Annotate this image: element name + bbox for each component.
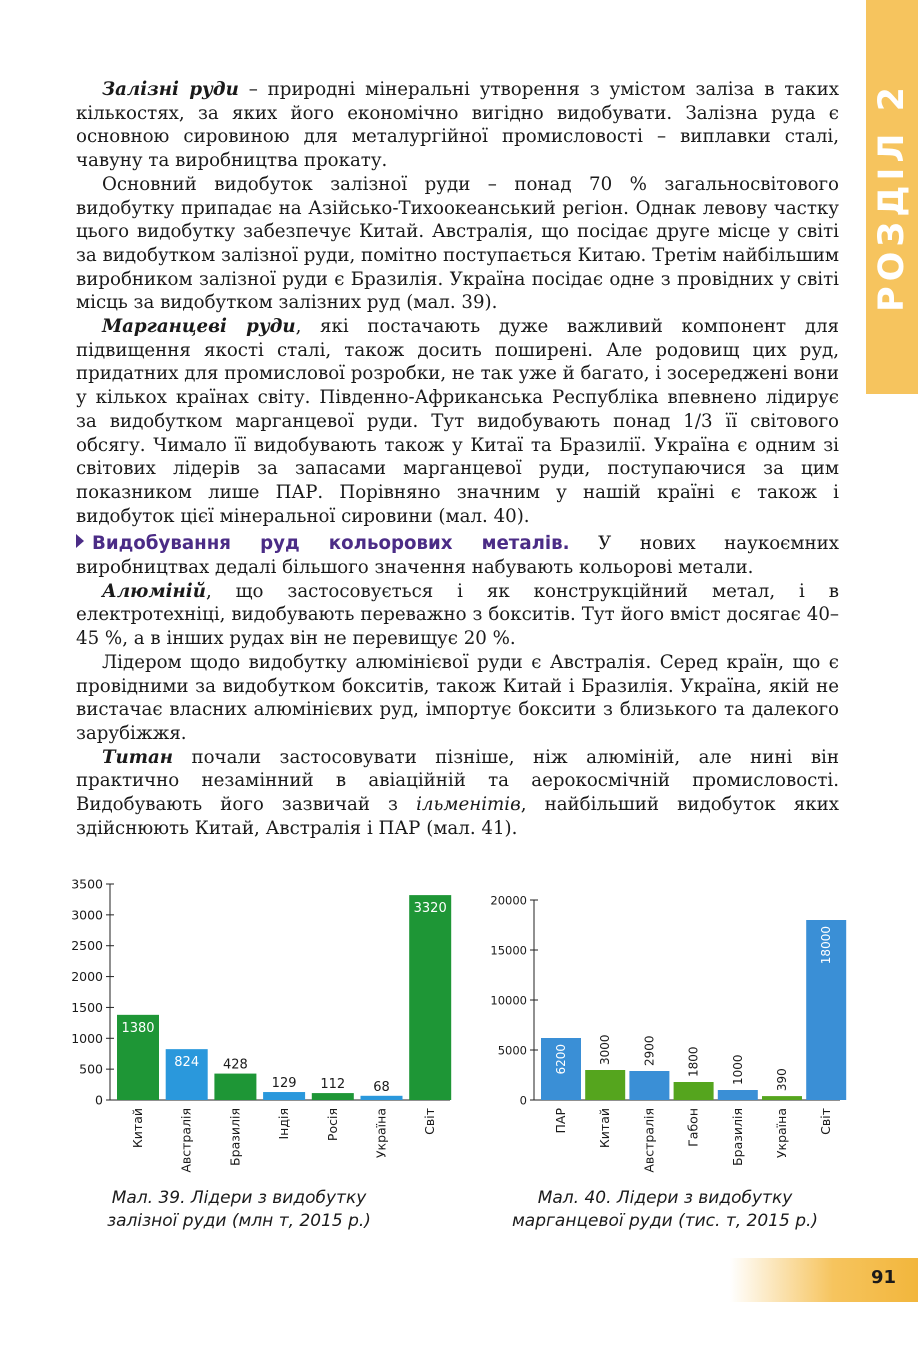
manganese-chart	[478, 888, 858, 1188]
paragraph-iron-ore-text: – природні мінеральні утворення з умістом заліза в таких кількостях, за яких його економічно вигідно видобувати. Залізна руда є основною сировиною для металургійної промисловості – виплавки сталі, чавуну та виробництва прокату.	[76, 79, 840, 172]
paragraph-iron-ore	[76, 78, 839, 173]
paragraph-iron-ore-production: Основний видобуток залізної руди – понад 70 % загальносвітового видобутку припадає на Азійсько-Тихоокеанський регіон. Однак левову частку цього видобутку забезпечує Китай. Австралія, що посідає друге місце у світі за видобутком залізної руди, помітно поступається Китаю. Третім найбільшим виробником залізної руди є Бразилія. Україна посідає одне з провідних у світі місць за видобутком залізних руд (мал. 39).	[76, 173, 839, 314]
y-tick-label: 20000	[490, 893, 527, 908]
data-label: 2900	[642, 1035, 657, 1066]
category-label: Китай	[130, 1108, 145, 1149]
paragraph-titanium-end: , найбільший видобуток яких здійснюють Китай, Австралія і ПАР (мал. 41).	[76, 794, 839, 839]
section-side-tab	[866, 0, 918, 394]
bar	[674, 1082, 714, 1100]
term-iron-ore: Залізні руди	[102, 79, 239, 100]
bar	[312, 1093, 354, 1100]
data-label: 129	[271, 1076, 297, 1092]
data-label: 6200	[554, 1044, 568, 1075]
paragraph-bauxite: Лідером щодо видобутку алюмінієвої руди є Австралія. Серед країн, що є провідними за видобутком бокситів, також Китай і Бразилія. Україна, якій не вистачає власних алюмінієвих руд, імпортує боксити з близького та далекого зарубіжжя.	[76, 651, 839, 744]
category-label: Австралія	[641, 1108, 657, 1173]
category-label: Індія	[276, 1108, 292, 1140]
data-label: 824	[174, 1055, 200, 1071]
category-label: Україна	[373, 1108, 389, 1159]
bar	[263, 1092, 305, 1100]
data-label: 112	[320, 1077, 346, 1093]
y-tick-label: 2000	[71, 969, 103, 985]
bar	[762, 1096, 802, 1100]
manganese-chart-svg	[478, 888, 858, 1188]
data-label: 390	[775, 1068, 789, 1092]
y-tick-label: 2500	[71, 938, 103, 954]
data-label: 1380	[121, 1020, 155, 1036]
category-label: Австралія	[178, 1108, 194, 1173]
bar	[361, 1096, 403, 1100]
paragraph-titanium	[76, 746, 839, 841]
y-tick-label: 3000	[71, 907, 103, 923]
category-label: ПАР	[553, 1108, 568, 1134]
iron-ore-chart-svg	[60, 872, 460, 1182]
category-label: Габон	[685, 1108, 701, 1147]
section-heading-nonferrous	[76, 532, 839, 579]
y-tick-label: 0	[95, 1092, 103, 1108]
paragraph-manganese-text: , які постачають дуже важливий компонент для підвищення якості сталі, також досить поширені. Але родовищ цих руд, придатних для промислової розробки, не так уже й багато, і зосереджені вони у кількох країнах світу. Південно-Африканська Республіка впевнено лідирує за видобутком марганцевої руди. Тут видобувають понад 1/3 її світового обсягу. Чимало її видобувають також у Китаї та Бразилії. Україна є одним зі світових лідерів за запасами марганцевої руди, поступаючися за цим показником лише ПАР. Порівняно значним у нашій країні є також і видобуток цієї мінеральної сировини (мал. 40).	[76, 316, 839, 527]
caption-fig40: Мал. 40. Лідери з видобутку марганцевої руди (тис. т, 2015 р.)	[511, 1188, 819, 1231]
bar	[585, 1070, 625, 1100]
data-label: 68	[373, 1079, 390, 1095]
bullet-arrow-icon	[76, 534, 84, 548]
category-label: Україна	[774, 1108, 789, 1159]
paragraph-manganese	[76, 315, 839, 528]
paragraph-titanium-text: почали застосовувати пізніше, ніж алюміній, але нині він практично незамінний в авіаційній та аерокосмічній промисловості. Видобувають його зазвичай з	[76, 746, 839, 816]
caption-fig39: Мал. 39. Лідери з видобутку залізної руди (млн т, 2015 р.)	[107, 1188, 371, 1231]
data-label: 428	[222, 1057, 248, 1073]
bar	[409, 895, 451, 1100]
body-text	[76, 78, 839, 841]
data-label: 3320	[413, 901, 447, 917]
y-tick-label: 3500	[71, 876, 103, 892]
data-label: 1000	[730, 1054, 745, 1085]
term-manganese: Марганцеві руди	[102, 316, 296, 338]
y-tick-label: 10000	[490, 993, 527, 1008]
category-label: Світ	[818, 1108, 834, 1135]
category-label: Світ	[422, 1108, 438, 1135]
data-label: 1800	[686, 1046, 701, 1077]
iron-ore-chart	[60, 872, 460, 1182]
y-tick-label: 15000	[490, 943, 527, 958]
page-number: 91	[870, 1267, 896, 1288]
bar	[718, 1090, 758, 1100]
paragraph-aluminium-text: , що застосовується і як конструкційний метал, і в електротехніці, видобувають переважно з бокситів. Тут його вміст досягає 40–45 %, а в інших рудах він не перевищує 20 %.	[76, 580, 839, 650]
paragraph-aluminium	[76, 580, 839, 651]
section-side-tab-label: РОЗДІЛ 2	[872, 81, 912, 313]
bar	[629, 1071, 669, 1100]
page-number-band	[730, 1258, 918, 1302]
category-label: Росія	[324, 1108, 340, 1142]
heading-nonferrous: Видобування руд кольорових металів.	[92, 533, 570, 555]
data-label: 18000	[819, 926, 834, 965]
term-aluminium: Алюміній	[102, 580, 206, 602]
y-tick-label: 1500	[71, 999, 103, 1015]
category-label: Бразилія	[729, 1108, 745, 1166]
y-tick-label: 1000	[71, 1030, 103, 1046]
category-label: Бразилія	[227, 1108, 243, 1166]
heading-nonferrous-text: У нових наукоємних виробництвах дедалі більшого значення набувають кольорові метали.	[76, 533, 840, 579]
data-label: 3000	[598, 1034, 613, 1065]
y-tick-label: 5000	[497, 1043, 527, 1058]
y-tick-label: 0	[519, 1093, 527, 1108]
term-ilmenite: ільменітів	[416, 794, 521, 816]
category-label: Китай	[597, 1108, 613, 1149]
bar	[214, 1074, 256, 1100]
y-tick-label: 500	[79, 1061, 103, 1077]
term-titanium: Титан	[102, 746, 174, 768]
